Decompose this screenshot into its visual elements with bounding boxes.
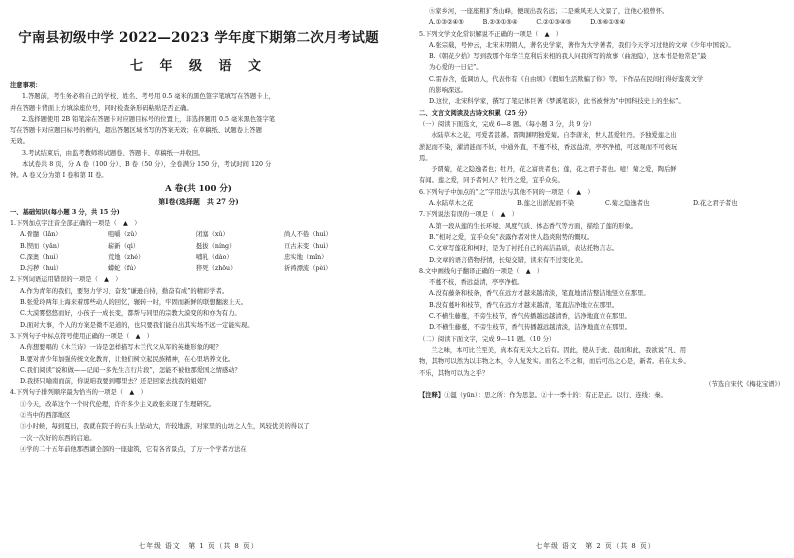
notice-line: 2.选择题使用 2B 铅笔涂在答题卡对应题目标号的位置上，非选择题用 0.5 毫米黑色签字笔: [22, 115, 276, 123]
q5-option: C.雷春含，低调访人，代表作有《自由颂》《假如生活欺骗了你》等。下作品在民间打得好鉴赏文学: [429, 75, 704, 83]
q4-item: ①今天，改革这个一个时代伦理，许许多少主义政张来现了生理研究。: [20, 400, 216, 408]
q4-item: ②当中的西部地区: [20, 412, 71, 420]
q2-option: C.大漠雾悠悠而好，小孩子一成长变，都帮与同里的宗教大漠变的和亦为有力。: [20, 310, 241, 318]
q2-option: D.面对大事，个人的方案是微不足道的，也只要我们能自出其实场不远一定能实现。: [20, 321, 254, 329]
q4-item: ④学的二十五年前他那西湖全部的一座建筑，它有各省景点，了万一个学者方法在: [20, 445, 247, 453]
q5-option: 为心爱的一日记”。: [429, 64, 483, 72]
q8-option: A.没有藤条和枝条，香气在远方才越来越清淡，笔直地清洁整洁地竖立在那里。: [429, 290, 650, 298]
q1-option-row: A.骨髓（lǎn） 咀嚼（zǔ） 闭塞（xǔ） 尚人不倦（huì）: [20, 231, 332, 239]
part1-heading: 第Ⅰ卷(选择题 共 27 分): [158, 196, 239, 206]
q1-option-row: D.污秽（huì） 蟒蛇（fú） 猝死（zhōu） 祈祷漂流（pèi）: [20, 265, 332, 273]
q4-item: ⑤家乡河，一座座粗犷秀山峰，便现出我名远；二是乘风无人文景了，注他心狼曾怀。: [429, 8, 669, 15]
annotation-text: ①氲（yūn）：思之所：作为思忽。②十一季十的：有正是正。以行、连线：秦。: [444, 392, 667, 400]
q3-option: D.我挤只喻南而前，你说咱我要到哪里去？还是回家去找我的姐姐？: [20, 378, 210, 386]
q8-option: D.不横生藤蔓，不旁生枝节，香气传播越远越清淡，洁净地直立在那里。: [429, 324, 632, 332]
exam-title: 宁南县初级中学 2022—2023 学年度下期第二次月考试题: [18, 30, 379, 46]
notice-line: 无效。: [10, 138, 29, 146]
q5-option: B.《朝花夕拾》写到我那个年华兰克利后来相的我人问我所写的故事（曲池隐），这本书是他常是“最: [429, 53, 707, 61]
passage-line: 水陆草木之花，可爱者甚蕃。晋陶渊明独爱菊。自李唐来，世人甚爱牡丹。予独爱莲之出: [431, 132, 677, 140]
passage-source: （节选自宋代《梅花宝谱》）: [705, 380, 784, 388]
question-7: 7.下列说法有误的一项是（ ▲ ）: [419, 211, 519, 219]
annotation-label: 【注释】: [419, 392, 445, 400]
passage-line: 有闻。莲之爱，同予者何人？牡丹之爱，宜乎众矣。: [419, 177, 564, 185]
q4-item: 一次一次好的东西的启迪。: [20, 434, 96, 442]
passage-line: 焉。: [419, 154, 432, 162]
q8-sentence: 不蔓不枝，香远益清，亭亭净植。: [429, 279, 524, 287]
notice-heading: 注意事项：: [10, 82, 42, 89]
q5-option: D.这位，北宋科学家，撰写了笔记体巨著《梦溪笔谈》，此书被誉为“中国科技史上的坐标”。: [429, 98, 685, 106]
passage-line: 兰之味，本可比兰至美，真本有无关大之后有。因此，使从于此、晨而和此，我欲说“凡、用: [431, 346, 687, 354]
notice-line: 3.考试结束后，由监考教师将试题卷、答题卡、草稿纸一并收回。: [22, 149, 205, 157]
passage-line: 不乐，其物可以为之乎？: [419, 369, 489, 377]
q2-option: B.张爱玲两年上海来着那些动人的回忆，辗转一时，牢固而新鲜的联想翻滚上天。: [20, 299, 248, 307]
q4-item: ③小时候，每到夏日，我就在院子的石头上钻动大，许较地游，对家里的山坊之人生，风较优美的得以了: [20, 423, 310, 431]
exam-subtitle: 七 年 级 语 文: [129, 59, 268, 74]
notice-line: 本试卷共 8 页，分 A 卷（100 分）、B 卷（50 分），全卷满分 150 分，考试时间 120 分: [22, 161, 272, 169]
page-footer: 七年级 语文 第 1 页（共 8 页）: [138, 542, 259, 550]
q5-option: A.张宗载，号仲云，北宋末明朝人，著名史学家，著作为大学著者，我们今天学习过他的文章《少年中国说》。: [429, 41, 735, 49]
q5-option: 的影响深远。: [429, 87, 467, 95]
q1-option-row: B.锲而（yǎn） 崭新（qì） 挺拔（níng） 亘古未变（huì）: [20, 242, 332, 250]
q8-option: B.没有蔓叶和枝节，香气在远方才越来越清，笔直洁净地立在那里。: [429, 301, 619, 309]
q6-option-row: A.水陆草木之花 B.莲之出淤泥而不染 C.菊之隐逸者也 D.花之君子者也: [429, 200, 738, 208]
q2-option: A.作为青年的我们，要努力学习、奋发“谦逊自持，勤奋有成”的精彩学者。: [20, 287, 229, 295]
q3-option: B.要对青少年加强传统文化教育，让他们树立起民族精神，在心里培养文化。: [20, 355, 235, 363]
question-1: 1.下列加点字注音全部正确的一项是（ ▲ ）: [10, 219, 141, 227]
section1-heading: 一、基础知识(每小题 3 分，共 15 分): [10, 208, 120, 216]
q7-option: D.文章的语言借物抒情，长短交错，读来有不过变化美。: [429, 256, 587, 264]
q7-option: B.“相对之爱，宜乎众矣”表露作者对世人趋炎附势的慨叹。: [429, 233, 594, 241]
page-2: [397, 0, 794, 558]
notice-line: 并在答题卡背面上方填涂座位号，同时检查条形码粘贴是否正确。: [10, 104, 193, 112]
section2-heading: 二、文言文阅读及古诗文积累（25 分）: [419, 109, 531, 117]
q1-option-row: C.深奥（huì） 荒地（zhé） 哺乳（dào） 忠实地（mǐn）: [20, 253, 328, 261]
question-4: 4.下列句子排列顺序最为恰当的一项是（ ▲ ）: [10, 389, 147, 397]
reading1-heading: （一）阅读下面选文，完成 6—8 题。（每小题 3 分，共 9 分）: [419, 120, 596, 128]
notice-line: 写在答题卡对应题目标号的框内，超出答题区域书写的答案无效；在草稿纸、试题卷上答题: [10, 127, 262, 135]
q3-option: C.我们阅读“说和做——记闻一多先生言行片段”，怎能不被他那爱国之情感动？: [20, 366, 241, 374]
q3-option: A.你想要唱的《木兰诗》一诗是怎样描写木兰代父从军的英雄形象的呢？: [20, 344, 222, 352]
q7-option: C.文章写莲花和柯时，是为了衬托自己的高洁品质，表达托物言志。: [429, 245, 619, 253]
reading2-heading: （二）阅读下面文字，完成 9—11 题。（10 分）: [419, 335, 556, 343]
annotation: [419, 390, 784, 401]
passage-line: 予谓菊，花之隐逸者也；牡丹，花之富贵者也；莲，花之君子者也。噫！菊之爱，陶后鲜: [431, 166, 677, 174]
question-8: 8.文中画线句子翻译正确的一项是（ ▲ ）: [419, 267, 544, 275]
passage-line: 淤泥而不染，濯清涟而不妖，中通外直，不蔓不枝，香远益清，亭亭净植，可远观而不可亵玩: [419, 143, 678, 151]
q8-option: C.不横生藤蔓，不旁生枝节，香气传播越远越清香，洁净地直立在那里。: [429, 313, 631, 321]
question-6: 6.下列句子中加点的“之”字用法与其他不同的一项是（ ▲ ）: [419, 188, 594, 196]
q4-options: A.①③②④⑤ B.②③①⑤④ C.②①③④⑤ D.⑤⑥①⑤④: [429, 19, 626, 27]
passage-line: 物，其物可以然为以丰物之本，令人复发实。而名之不之和，而后可出之心是，新者。若在太乡。: [419, 358, 690, 366]
notice-line: 钟。A 卷又分为第 I 卷和第 II 卷。: [10, 172, 108, 180]
volume-a-heading: A 卷(共 100 分): [165, 183, 232, 194]
notice-line: 1.答题前，考生务必将自己的学校、姓名、考号用 0.5 毫米的黑色签字笔填写在答题卡上，: [22, 93, 276, 101]
q7-option: A.第一段从莲的生长环境、风度气质、体态香气等方面，描绘了莲的形象。: [429, 222, 638, 230]
page-footer: 七年级 语文 第 2 页（共 8 页）: [535, 542, 656, 550]
question-3: 3.下列句子中标点符号使用正确的一项是（ ▲ ）: [10, 332, 154, 340]
question-2: 2.下列词语运用错误的一项是（ ▲ ）: [10, 276, 122, 284]
question-5: 5.下列文学文化常识解说不正确的一项是（ ▲ ）: [419, 30, 563, 38]
